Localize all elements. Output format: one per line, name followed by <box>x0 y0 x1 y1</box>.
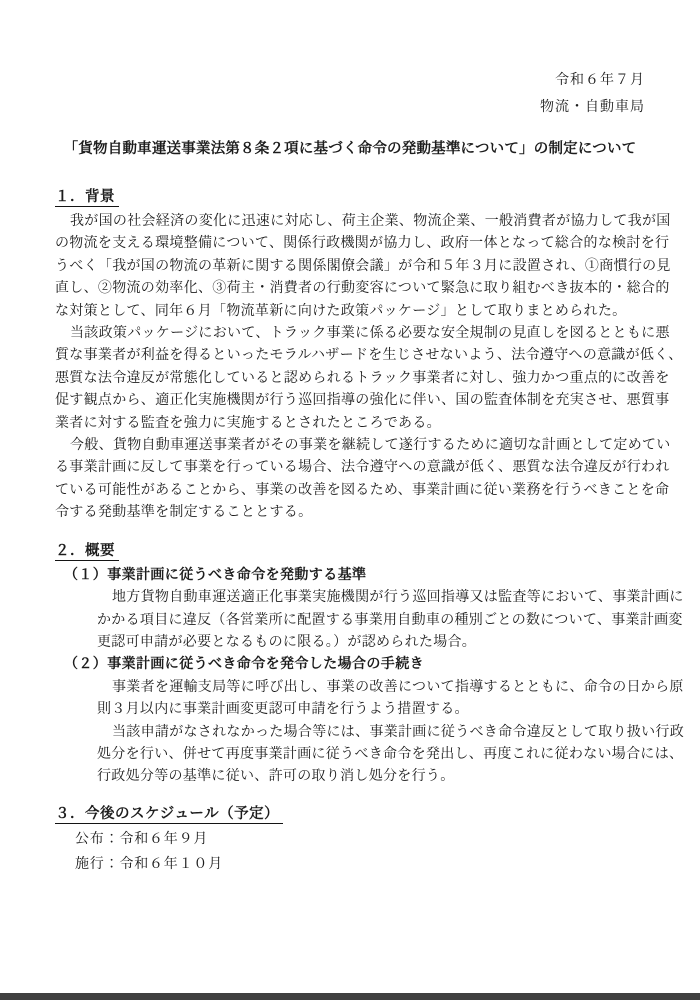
section-heading-schedule <box>55 802 645 826</box>
background-paragraph-2 <box>55 321 683 433</box>
body-line: 促す観点から、適正化実施機関が行う巡回指導の強化に伴い、国の監査体制を充実させ、悪質事 <box>55 391 670 408</box>
body-line: 地方貨物自動車運送適正化事業実施機関が行う巡回指導又は監査等において、事業計画に <box>112 588 684 605</box>
body-line: 処分を行い、併せて再度事業計画に従うべき命令を発出し、再度これに従わない場合には、 <box>97 744 684 761</box>
background-paragraph-3 <box>55 433 671 523</box>
schedule-enforcement: 施行：令和６年１０月 <box>75 854 223 871</box>
body-line: 更認可申請が必要となるものに限る。）が認められた場合。 <box>97 632 477 649</box>
body-line: かかる項目に違反（各営業所に配置する事業用自動車の種別ごとの数について、事業計画変 <box>97 610 683 627</box>
subsection-1-body <box>55 585 684 652</box>
body-line: ている可能性があることから、事業の改善を図るため、事業計画に従い業務を行うべきことを命 <box>55 480 670 497</box>
section-heading-overview-text: ２．概要 <box>55 543 119 561</box>
issue-date: 令和６年７月 <box>555 71 645 87</box>
section-heading-overview <box>55 539 645 563</box>
body-line: 当該申請がなされなかった場合等には、事業計画に従うべき命令違反として取り扱い行政 <box>112 722 684 739</box>
body-line: うべく「我が国の物流の革新に関する関係閣僚会議」が令和５年３月に設置され、①商慣行の見 <box>55 256 671 273</box>
body-line: 令する発動基準を制定することとする。 <box>55 503 313 520</box>
section-heading-background-text: １．背景 <box>55 189 119 207</box>
schedule-promulgation: 公布：令和６年９月 <box>75 829 209 846</box>
body-line: 我が国の社会経済の変化に迅速に対応し、荷主企業、物流企業、一般消費者が協力して我が国 <box>70 212 671 228</box>
body-line: 事業者を運輸支局等に呼び出し、事業の改善について指導するとともに、命令の日から原 <box>112 677 684 694</box>
body-line: な対策として、同年６月「物流革新に向けた政策パッケージ」として取りまとめられた。 <box>55 301 627 318</box>
body-line: 直し、②物流の効率化、③荷主・消費者の行動変容について緊急に取り組むべき抜本的・総合的 <box>55 279 670 296</box>
section-heading-schedule-text: ３．今後のスケジュール（予定） <box>55 806 283 824</box>
body-line: 業者に対する監査を強力に実施するとされたところである。 <box>55 413 441 430</box>
subsection-1-heading: （１）事業計画に従うべき命令を発動する基準 <box>64 565 367 582</box>
background-paragraph-1 <box>55 209 671 321</box>
document-title: 「貨物自動車運送事業法第８条２項に基づく命令の発動基準について」の制定について <box>63 141 637 157</box>
subsection-2-heading: （２）事業計画に従うべき命令を発令した場合の手続き <box>64 655 424 672</box>
document-header <box>55 66 645 120</box>
section-heading-background <box>55 185 645 209</box>
body-line: 当該政策パッケージにおいて、トラック事業に係る必要な安全規制の見直しを図るとともに悪 <box>70 324 670 341</box>
body-line: る事業計画に反して事業を行っている場合、法令遵守への意識が低く、悪質な法令違反が行われ <box>55 458 670 475</box>
body-line: 悪質な法令違反が常態化していると認められるトラック事業者に対し、強力かつ重点的に改善を <box>55 368 670 385</box>
body-line: 今般、貨物自動車運送事業者がその事業を継続して遂行するために適切な計画として定めてい <box>70 436 671 453</box>
schedule-list <box>55 826 645 876</box>
body-line: の物流を支える環境整備について、関係行政機関が協力し、政府一体となって総合的な検討を行 <box>55 234 670 251</box>
page-bottom-edge-shadow <box>0 993 700 1000</box>
body-line: 質な事業者が利益を得るといったモラルハザードを生じさせないよう、法令遵守への意識が低く、 <box>55 346 683 363</box>
subsection-2-paragraph-2 <box>55 720 684 787</box>
body-line: 則３月以内に事業計画変更認可申請を行うよう措置する。 <box>97 700 469 717</box>
issuing-bureau: 物流・自動車局 <box>540 98 645 114</box>
body-line: 行政処分等の基準に従い、許可の取り消し処分を行う。 <box>97 767 455 784</box>
subsection-2-body <box>55 675 684 720</box>
